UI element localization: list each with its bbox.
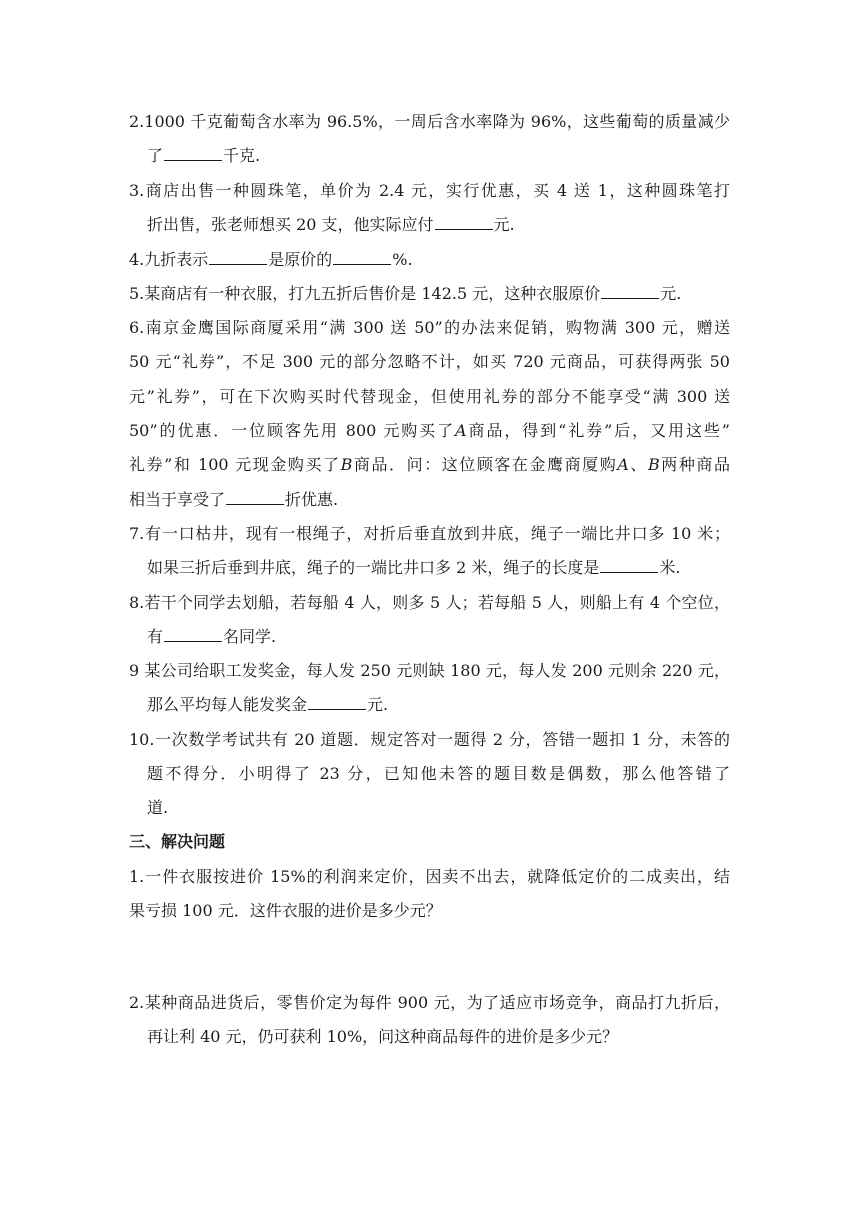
question-6-line-5: 礼券”和 100 元现金购买了B商品．问：这位顾客在金鹰商厦购A、B两种商品: [129, 455, 730, 474]
answer-blank[interactable]: [308, 695, 366, 710]
question-3-line-1: 3.商店出售一种圆珠笔，单价为 2.4 元，实行优惠，买 4 送 1，这种圆珠笔打: [129, 181, 730, 200]
question-8-line-2: 有 名同学.: [147, 627, 277, 646]
question-7-line-2: 如果三折后垂到井底，绳子的一端比井口多 2 米，绳子的长度是 米.: [147, 558, 681, 577]
answer-blank[interactable]: [601, 284, 659, 299]
answer-blank[interactable]: [164, 146, 222, 161]
question-3-line-2: 折出售，张老师想买 20 支，他实际应付 元.: [147, 215, 515, 234]
question-6-line-3: 元”礼券”，可在下次购买时代替现金，但使用礼券的部分不能享受“满 300 送: [129, 387, 730, 406]
problem-1-line-2: 果亏损 100 元．这件衣服的进价是多少元？: [129, 901, 442, 920]
question-7-line-1: 7.有一口枯井，现有一根绳子，对折后垂直放到井底，绳子一端比井口多 10 米；: [129, 524, 730, 543]
question-8-line-1: 8.若干个同学去划船，若每船 4 人，则多 5 人；若每船 5 人，则船上有 4 个空位，: [129, 593, 730, 612]
question-10-line-1: 10.一次数学考试共有 20 道题．规定答对一题得 2 分，答错一题扣 1 分，未答的: [129, 730, 730, 749]
question-6-line-1: 6.南京金鹰国际商厦采用“满 300 送 50”的办法来促销，购物满 300 元，赠送: [129, 318, 730, 337]
section-3-heading: 三、解决问题: [129, 832, 226, 851]
answer-blank[interactable]: [209, 250, 267, 265]
question-4: 4.九折表示 是原价的 %.: [129, 250, 413, 269]
question-9-line-1: 9 某公司给职工发奖金，每人发 250 元则缺 180 元，每人发 200 元则余 220 元，: [129, 661, 730, 680]
question-6-line-2: 50 元“礼券”，不足 300 元的部分忽略不计，如买 720 元商品，可获得两张 50: [129, 352, 730, 371]
question-9-line-2: 那么平均每人能发奖金 元.: [147, 695, 389, 714]
answer-blank[interactable]: [164, 627, 222, 642]
question-6-line-6: 相当于享受了 折优惠.: [129, 490, 339, 509]
question-10-line-3: 道.: [147, 798, 169, 817]
answer-blank[interactable]: [226, 490, 284, 505]
answer-blank[interactable]: [600, 558, 658, 573]
question-10-line-2: 题不得分．小明得了 23 分，已知他未答的题目数是偶数，那么他答错了: [147, 764, 730, 783]
problem-2-line-2: 再让利 40 元，仍可获利 10%，问这种商品每件的进价是多少元？: [147, 1027, 619, 1046]
question-2-line-2: 了 千克.: [147, 146, 261, 165]
question-6-line-4: 50”的优惠．一位顾客先用 800 元购买了A商品，得到“礼券”后，又用这些”: [129, 421, 730, 440]
answer-blank[interactable]: [435, 215, 493, 230]
question-5: 5.某商店有一种衣服，打九五折后售价是 142.5 元，这种衣服原价 元.: [129, 284, 682, 303]
problem-2-line-1: 2.某种商品进货后，零售价定为每件 900 元，为了适应市场竞争，商品打九折后，: [129, 993, 730, 1012]
problem-1-line-1: 1.一件衣服按进价 15%的利润来定价，因卖不出去，就降低定价的二成卖出，结: [129, 867, 730, 886]
answer-blank[interactable]: [333, 250, 391, 265]
question-2-line-1: 2.1000 千克葡萄含水率为 96.5%，一周后含水率降为 96%，这些葡萄的质量减少: [129, 112, 730, 131]
